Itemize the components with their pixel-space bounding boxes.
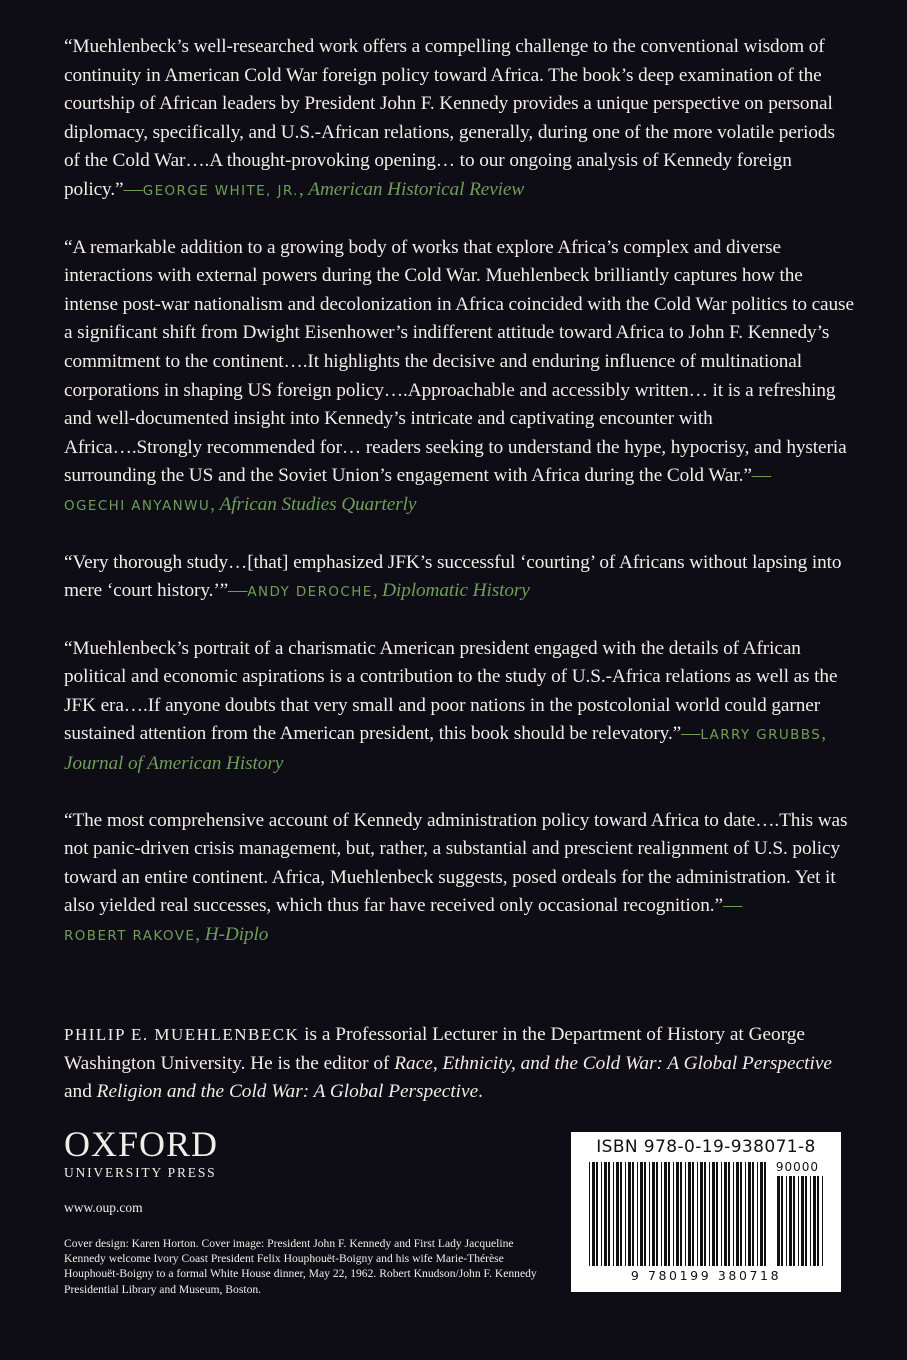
barcode-bar: [640, 1162, 643, 1266]
review-source: Diplomatic History: [382, 580, 530, 602]
barcode-bar: [822, 1176, 823, 1266]
publisher-website: www.oup.com: [64, 1200, 143, 1215]
barcode-bar: [637, 1162, 638, 1266]
barcode-bar: [810, 1176, 811, 1266]
barcode-bar: [781, 1176, 783, 1266]
barcode-bar: [616, 1162, 619, 1266]
barcode-bar: [596, 1162, 598, 1266]
reviewer-name: ANDY DEROCHE: [247, 584, 373, 601]
barcode-bar: [817, 1176, 819, 1266]
publisher-name: OXFORD: [64, 1124, 219, 1164]
book-title: Race, Ethnicity, and the Cold War: A Global Perspective: [394, 1052, 832, 1074]
barcode-bar: [649, 1162, 650, 1266]
review-source: African Studies Quarterly: [219, 493, 417, 515]
publisher-logo: [64, 1126, 218, 1181]
barcode-bar: [644, 1162, 646, 1266]
barcode-bar: [757, 1162, 758, 1266]
barcode-bar: [608, 1162, 610, 1266]
barcode-bar: [652, 1162, 655, 1266]
barcode-bar: [604, 1162, 607, 1266]
barcode-bar: [625, 1162, 626, 1266]
barcode-bar: [736, 1162, 739, 1266]
barcode-bar: [661, 1162, 662, 1266]
barcode-bar: [704, 1162, 706, 1266]
barcode-bar: [721, 1162, 722, 1266]
review-quote: “The most comprehensive account of Kennedy administration policy toward Africa to date….This was not panic-driven crisis management, but, rather, a substantial and prescient realignment of U.S. policy toward an entire continent. Africa, Muehlenbeck suggests, posed ordeals for the administration. Yet it also yielded real successes, which thus far have received only occasional recognition.”—ROBERT RAKOVE, H-Diplo: [64, 809, 848, 946]
barcode-bar: [764, 1162, 766, 1266]
barcode-bar: [745, 1162, 746, 1266]
review-quote: “Muehlenbeck’s portrait of a charismatic American president engaged with the details of African political and economic aspirations is a contribution to the study of U.S.-Africa relations as well as the JFK era….If anyone doubts that very small and poor nations in the postcolonial world could garner sustained attention from the American president, this book should be relevatory.”—LARRY GRUBBS, Journal of American History: [64, 637, 838, 775]
barcode-bar: [728, 1162, 730, 1266]
barcode-bar: [685, 1162, 686, 1266]
barcode-bar: [700, 1162, 703, 1266]
review-quote: “Muehlenbeck’s well-researched work offers a compelling challenge to the conventional wisdom of continuity in American Cold War foreign policy toward Africa. The book’s deep examination of the courtship of African leaders by President John F. Kennedy provides a unique perspective on personal diplomacy, specifically, and U.S.-African relations, generally, during one of the more volatile periods of the Cold War….A thought-provoking opening… to our ongoing analysis of Kennedy foreign policy.”—GEORGE WHITE, JR., American Historical Review: [64, 36, 835, 200]
barcode-bar: [680, 1162, 682, 1266]
barcode-bar: [664, 1162, 667, 1266]
barcode-bar: [592, 1162, 595, 1266]
barcode-bar: [813, 1176, 816, 1266]
barcode-bar: [656, 1162, 658, 1266]
reviewer-name: OGECHI ANYANWU: [64, 497, 211, 514]
barcode-bar: [724, 1162, 727, 1266]
barcode-bar: [709, 1162, 710, 1266]
barcode-bar: [613, 1162, 614, 1266]
review-quote: “A remarkable addition to a growing body of works that explore Africa’s complex and diverse interactions with external powers during the Cold War. Muehlenbeck brilliantly captures how the intense post-war nationalism and decolonization in Africa coincided with the Cold War politics to cause a significant shift from Dwight Eisenhower’s indifferent attitude toward Africa to John F. Kennedy’s commitment to the continent….It highlights the decisive and enduring influence of multinational corporations in shaping US foreign policy….Approachable and accessibly written… it is a refreshing and well-documented insight into Kennedy’s intricate and captivating encounter with Africa….Strongly recommended for… readers seeking to understand the hype, hypocrisy, and hysteria surrounding the US and the Soviet Union’s engagement with Africa during the Cold War.”—OGECHI ANYANWU, African Studies Quarterly: [64, 236, 854, 515]
review-source: American Historical Review: [308, 178, 525, 200]
author-bio: PHILIP E. MUEHLENBECK is a Professorial Lecturer in the Department of History at George Washington University. He is the editor of Race, Ethnicity, and the Cold War: A Global Perspective and Religion and the Cold War: A Global Perspective.: [64, 1024, 832, 1103]
cover-credit: Cover design: Karen Horton. Cover image: President John F. Kennedy and First Lady Jacqueline Kennedy welcome Ivory Coast President Felix Houphouët-Boigny and his wife Marie-Thérèse Houphouët-Boigny to a formal White House dinner, May 22, 1962. Robert Knudson/John F. Kennedy Presidential Library and Museum, Boston.: [64, 1237, 537, 1296]
barcode-bar: [692, 1162, 694, 1266]
review-quote: “Very thorough study…[that] emphasized JFK’s successful ‘courting’ of Africans without lapsing into mere ‘court history.’”—ANDY DEROCHE, Diplomatic History: [64, 551, 842, 602]
isbn-label: ISBN 978-0-19-938071-8: [596, 1137, 816, 1157]
barcode-bar: [620, 1162, 622, 1266]
isbn-barcode: [571, 1132, 841, 1292]
barcode-bar: [716, 1162, 718, 1266]
barcode-bar: [712, 1162, 715, 1266]
barcode-bar: [688, 1162, 691, 1266]
barcode-bar: [801, 1176, 804, 1266]
barcode-bar: [805, 1176, 807, 1266]
reviewer-name: LARRY GRUBBS: [700, 727, 822, 744]
book-title: Religion and the Cold War: A Global Perspective: [96, 1081, 479, 1103]
review-quotes: [64, 33, 854, 979]
barcode-bar: [748, 1162, 751, 1266]
barcode-bar: [733, 1162, 734, 1266]
barcode-bar: [676, 1162, 679, 1266]
barcode-bar: [760, 1162, 763, 1266]
barcode-digits: 9 780199 380718: [630, 1268, 782, 1283]
barcode-bar: [740, 1162, 742, 1266]
barcode-bar: [798, 1176, 799, 1266]
barcode-bar: [793, 1176, 795, 1266]
barcode-bar: [789, 1176, 792, 1266]
review-source: H-Diplo: [204, 924, 269, 946]
barcode-bar: [601, 1162, 602, 1266]
author-name: PHILIP E. MUEHLENBECK: [64, 1025, 300, 1045]
barcode-bar: [632, 1162, 634, 1266]
publisher-subtitle: UNIVERSITY PRESS: [64, 1165, 217, 1180]
review-source: Journal of American History: [64, 753, 284, 775]
reviewer-name: GEORGE WHITE, JR.: [142, 182, 299, 199]
barcode-bar: [668, 1162, 670, 1266]
barcode-bar: [786, 1176, 787, 1266]
reviewer-name: ROBERT RAKOVE: [64, 928, 196, 945]
barcode-bar: [628, 1162, 631, 1266]
barcode-bar: [589, 1162, 590, 1266]
barcode-bar: [777, 1176, 780, 1266]
barcode-bar: [673, 1162, 674, 1266]
barcode-bar: [752, 1162, 754, 1266]
price-code: 90000: [775, 1160, 819, 1174]
barcode-bar: [697, 1162, 698, 1266]
